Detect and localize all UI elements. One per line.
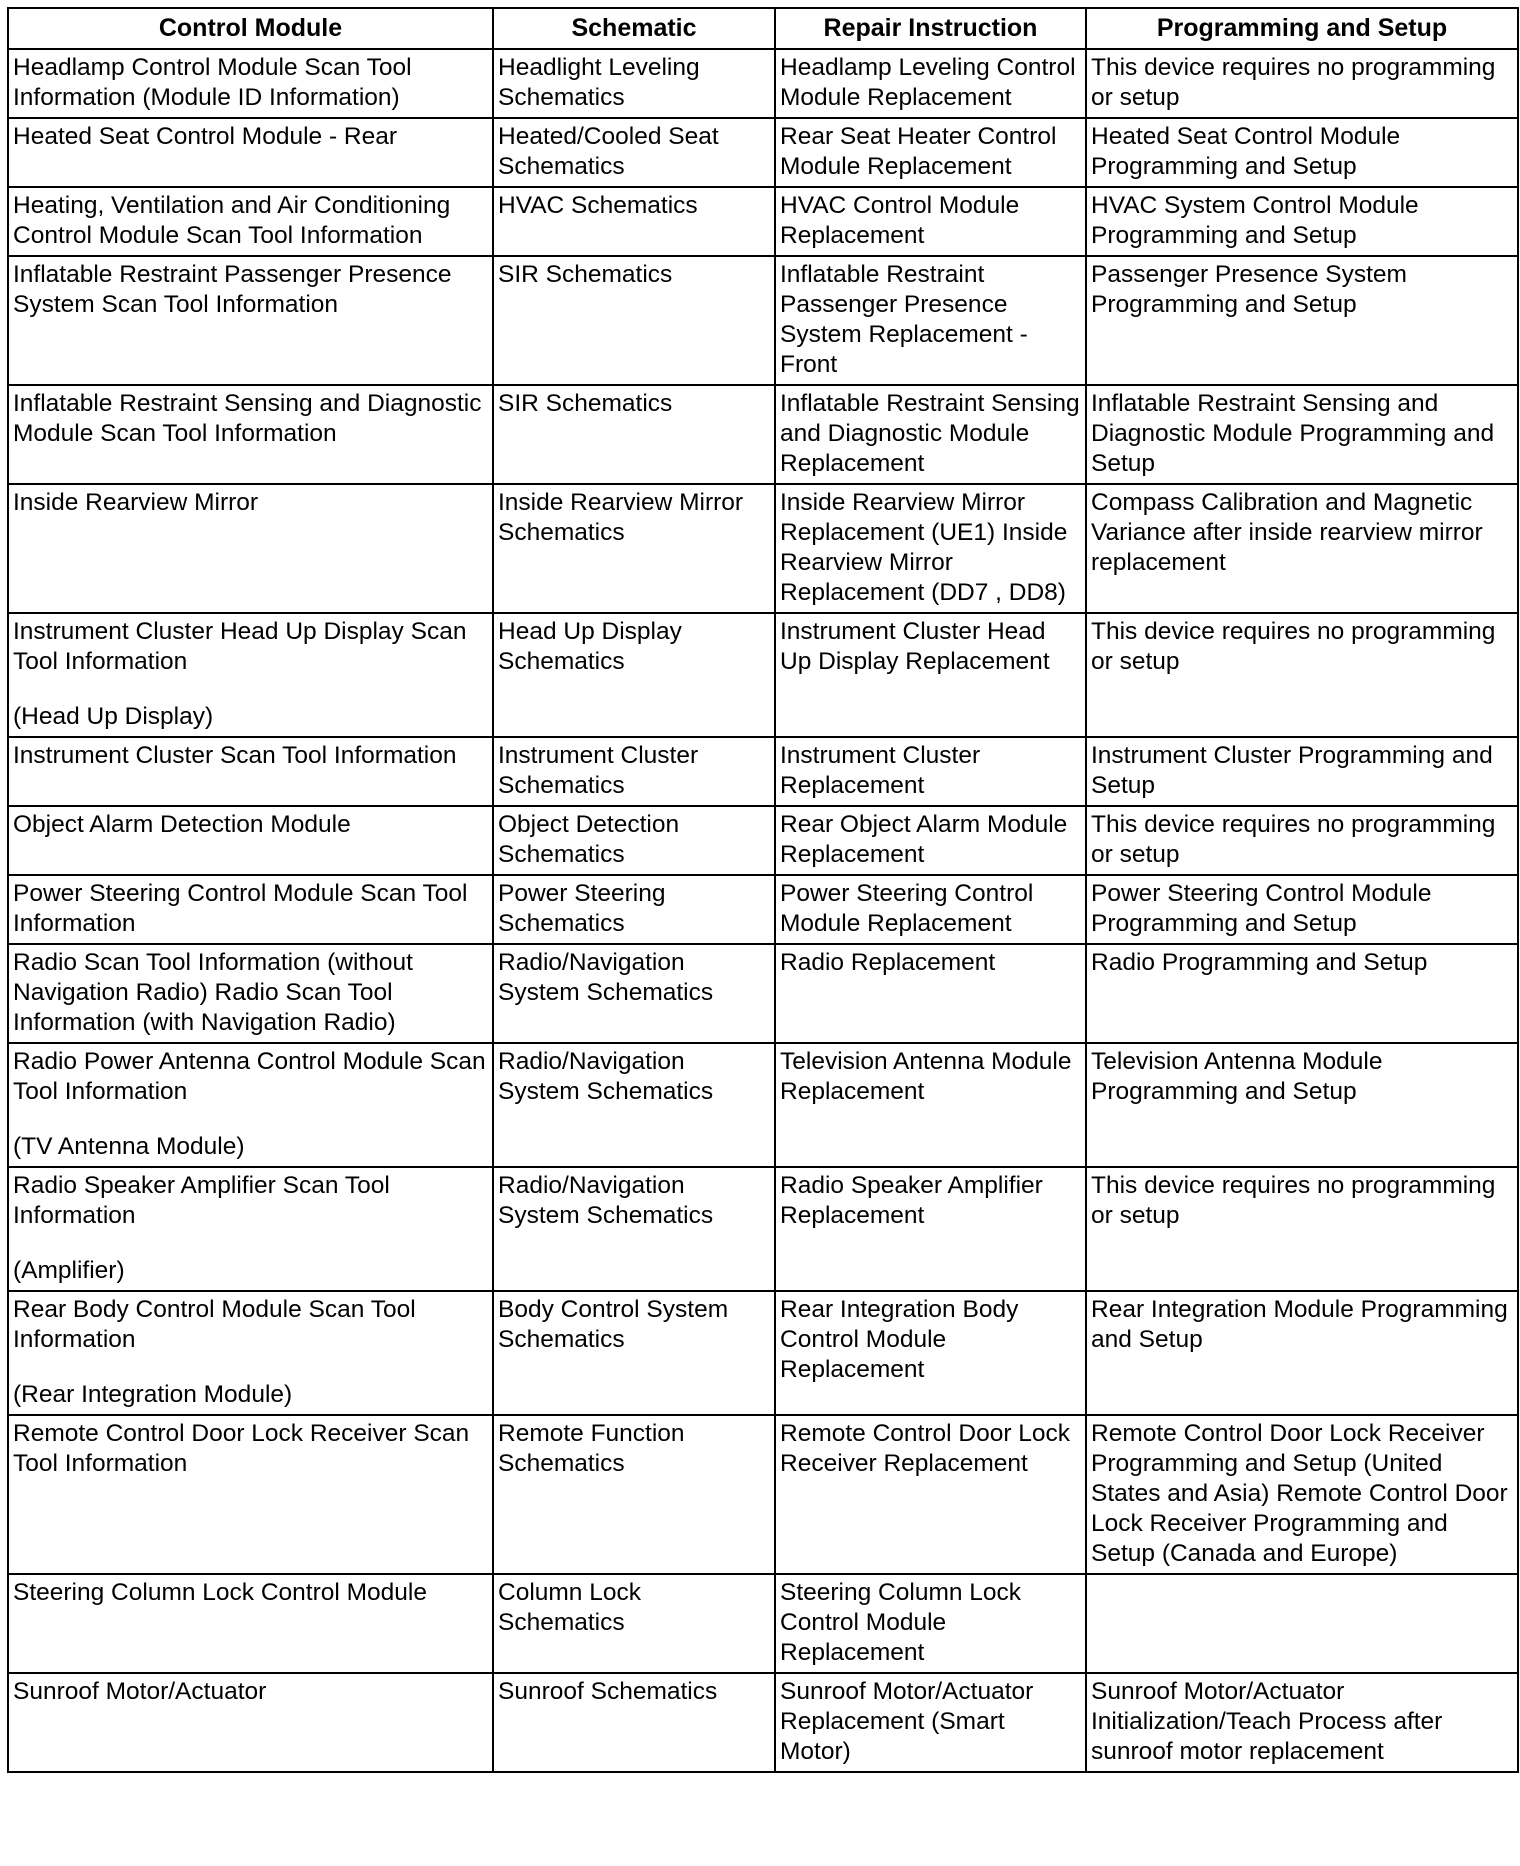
cell-control-module (8, 806, 493, 875)
cell-programming-setup: Radio Programming and Setup (1086, 944, 1518, 1043)
table-row (8, 385, 1518, 484)
cell-repair-instruction: Sunroof Motor/Actuator Replacement (Smart Motor) (775, 1673, 1086, 1772)
cell-programming-setup: This device requires no programming or setup (1086, 806, 1518, 875)
table-row (8, 1415, 1518, 1574)
cell-repair-instruction: Radio Speaker Amplifier Replacement (775, 1167, 1086, 1291)
cell-repair-instruction: Rear Integration Body Control Module Replacement (775, 1291, 1086, 1415)
control-module-text: Headlamp Control Module Scan Tool Information (Module ID Information) (13, 54, 419, 111)
table-row (8, 1043, 1518, 1167)
cell-programming-setup: Compass Calibration and Magnetic Variance after inside rearview mirror replacement (1086, 484, 1518, 613)
cell-control-module (8, 1043, 493, 1167)
table-row (8, 484, 1518, 613)
header-schematic: Schematic (493, 8, 775, 49)
cell-repair-instruction: Television Antenna Module Replacement (775, 1043, 1086, 1167)
table-row (8, 1574, 1518, 1673)
cell-programming-setup: Instrument Cluster Programming and Setup (1086, 737, 1518, 806)
table-row (8, 49, 1518, 118)
cell-schematic: Instrument Cluster Schematics (493, 737, 775, 806)
cell-repair-instruction: Headlamp Leveling Control Module Replacement (775, 49, 1086, 118)
table-body (8, 49, 1518, 1772)
cell-control-module (8, 256, 493, 385)
cell-repair-instruction: Inflatable Restraint Passenger Presence System Replacement - Front (775, 256, 1086, 385)
cell-schematic: Power Steering Schematics (493, 875, 775, 944)
table-row (8, 737, 1518, 806)
control-module-text: Radio Scan Tool Information (without Navigation Radio) Radio Scan Tool Information (with Navigation Radio) (13, 949, 420, 1036)
table-row (8, 944, 1518, 1043)
cell-repair-instruction: Power Steering Control Module Replacement (775, 875, 1086, 944)
cell-schematic: Column Lock Schematics (493, 1574, 775, 1673)
cell-schematic: Heated/Cooled Seat Schematics (493, 118, 775, 187)
cell-schematic: Object Detection Schematics (493, 806, 775, 875)
control-module-text: Heated Seat Control Module - Rear (13, 123, 398, 150)
header-control-module: Control Module (8, 8, 493, 49)
cell-repair-instruction: Instrument Cluster Head Up Display Replacement (775, 613, 1086, 737)
cell-programming-setup: Sunroof Motor/Actuator Initialization/Teach Process after sunroof motor replacement (1086, 1673, 1518, 1772)
table-row (8, 1167, 1518, 1291)
table-row (8, 875, 1518, 944)
cell-control-module (8, 613, 493, 737)
cell-programming-setup: Inflatable Restraint Sensing and Diagnostic Module Programming and Setup (1086, 385, 1518, 484)
control-module-text: Instrument Cluster Scan Tool Information (13, 742, 457, 769)
paragraph-gap (13, 1355, 488, 1380)
cell-control-module (8, 1415, 493, 1574)
cell-control-module (8, 484, 493, 613)
control-module-text: Power Steering Control Module Scan Tool Information (13, 880, 475, 937)
control-module-text: Object Alarm Detection Module (13, 811, 351, 838)
control-module-text: Instrument Cluster Head Up Display Scan Tool Information (13, 618, 473, 675)
cell-repair-instruction: Inflatable Restraint Sensing and Diagnostic Module Replacement (775, 385, 1086, 484)
table-row (8, 1291, 1518, 1415)
cell-control-module (8, 1291, 493, 1415)
cell-repair-instruction: HVAC Control Module Replacement (775, 187, 1086, 256)
header-repair-instruction: Repair Instruction (775, 8, 1086, 49)
control-module-text: Inflatable Restraint Sensing and Diagnostic Module Scan Tool Information (13, 390, 489, 447)
cell-control-module (8, 944, 493, 1043)
paragraph-gap (13, 1231, 488, 1256)
paragraph-gap (13, 677, 488, 702)
control-module-text: Inside Rearview Mirror (13, 489, 259, 516)
cell-control-module (8, 1673, 493, 1772)
control-module-text: (TV Antenna Module) (13, 1133, 245, 1160)
cell-repair-instruction: Remote Control Door Lock Receiver Replacement (775, 1415, 1086, 1574)
table-row (8, 1673, 1518, 1772)
control-module-text: Inflatable Restraint Passenger Presence System Scan Tool Information (13, 261, 459, 318)
table-row (8, 256, 1518, 385)
cell-programming-setup: Rear Integration Module Programming and Setup (1086, 1291, 1518, 1415)
cell-control-module (8, 737, 493, 806)
cell-programming-setup (1086, 1574, 1518, 1673)
cell-schematic: Headlight Leveling Schematics (493, 49, 775, 118)
cell-schematic: Sunroof Schematics (493, 1673, 775, 1772)
table-row (8, 187, 1518, 256)
cell-schematic: SIR Schematics (493, 385, 775, 484)
control-module-text: Heating, Ventilation and Air Conditioning Control Module Scan Tool Information (13, 192, 458, 249)
table-row (8, 118, 1518, 187)
control-module-table (7, 7, 1519, 1773)
cell-schematic: Inside Rearview Mirror Schematics (493, 484, 775, 613)
header-programming-setup: Programming and Setup (1086, 8, 1518, 49)
cell-programming-setup: Remote Control Door Lock Receiver Programming and Setup (United States and Asia) Remote Control Door Lock Receiver Programming and Setup (Canada and Europe) (1086, 1415, 1518, 1574)
cell-programming-setup: Television Antenna Module Programming and Setup (1086, 1043, 1518, 1167)
cell-schematic: Radio/Navigation System Schematics (493, 1043, 775, 1167)
cell-programming-setup: This device requires no programming or setup (1086, 49, 1518, 118)
cell-repair-instruction: Rear Object Alarm Module Replacement (775, 806, 1086, 875)
table-header-row (8, 8, 1518, 49)
cell-schematic: Radio/Navigation System Schematics (493, 944, 775, 1043)
cell-control-module (8, 1574, 493, 1673)
cell-schematic: SIR Schematics (493, 256, 775, 385)
cell-control-module (8, 875, 493, 944)
cell-repair-instruction: Radio Replacement (775, 944, 1086, 1043)
table-row (8, 613, 1518, 737)
cell-schematic: Head Up Display Schematics (493, 613, 775, 737)
cell-repair-instruction: Instrument Cluster Replacement (775, 737, 1086, 806)
control-module-text: (Amplifier) (13, 1257, 125, 1284)
cell-control-module (8, 49, 493, 118)
cell-schematic: HVAC Schematics (493, 187, 775, 256)
control-module-text: Steering Column Lock Control Module (13, 1579, 427, 1606)
cell-repair-instruction: Steering Column Lock Control Module Replacement (775, 1574, 1086, 1673)
cell-programming-setup: This device requires no programming or setup (1086, 1167, 1518, 1291)
cell-control-module (8, 1167, 493, 1291)
cell-programming-setup: HVAC System Control Module Programming and Setup (1086, 187, 1518, 256)
cell-schematic: Remote Function Schematics (493, 1415, 775, 1574)
control-module-text: (Head Up Display) (13, 703, 214, 730)
cell-programming-setup: Passenger Presence System Programming and Setup (1086, 256, 1518, 385)
cell-programming-setup: This device requires no programming or setup (1086, 613, 1518, 737)
cell-control-module (8, 385, 493, 484)
cell-control-module (8, 118, 493, 187)
control-module-text: Radio Speaker Amplifier Scan Tool Information (13, 1172, 397, 1229)
cell-control-module (8, 187, 493, 256)
cell-repair-instruction: Rear Seat Heater Control Module Replacement (775, 118, 1086, 187)
table-row (8, 806, 1518, 875)
cell-schematic: Radio/Navigation System Schematics (493, 1167, 775, 1291)
control-module-text: (Rear Integration Module) (13, 1381, 293, 1408)
cell-programming-setup: Heated Seat Control Module Programming and Setup (1086, 118, 1518, 187)
cell-repair-instruction: Inside Rearview Mirror Replacement (UE1) Inside Rearview Mirror Replacement (DD7 , DD8) (775, 484, 1086, 613)
control-module-text: Remote Control Door Lock Receiver Scan Tool Information (13, 1420, 476, 1477)
cell-schematic: Body Control System Schematics (493, 1291, 775, 1415)
paragraph-gap (13, 1107, 488, 1132)
control-module-text: Sunroof Motor/Actuator (13, 1678, 267, 1705)
control-module-text: Rear Body Control Module Scan Tool Information (13, 1296, 423, 1353)
cell-programming-setup: Power Steering Control Module Programming and Setup (1086, 875, 1518, 944)
control-module-text: Radio Power Antenna Control Module Scan Tool Information (13, 1048, 492, 1105)
